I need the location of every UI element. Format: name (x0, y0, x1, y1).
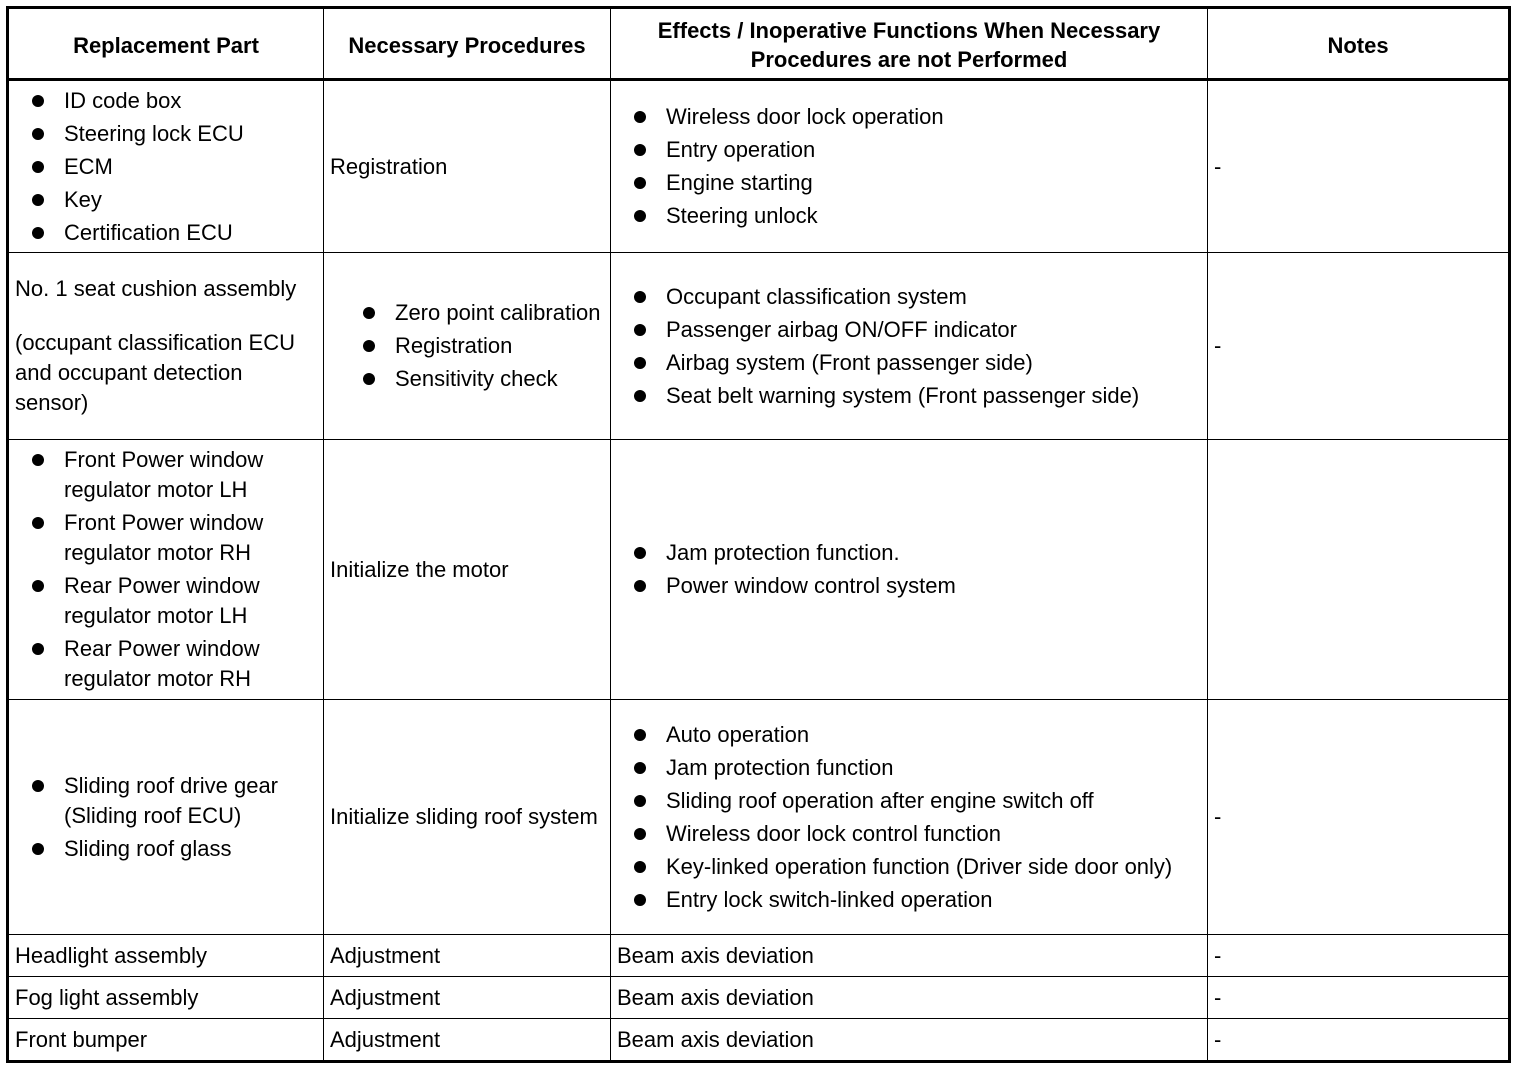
list-item: Sliding roof drive gear (Sliding roof ECU) (15, 771, 317, 831)
notes-cell: - (1208, 977, 1510, 1019)
list-item: Passenger airbag ON/OFF indicator (617, 315, 1201, 345)
part-cell (8, 440, 324, 700)
effects-list (617, 282, 1201, 411)
notes-cell: - (1208, 700, 1510, 935)
table-row (8, 253, 1510, 440)
effects-cell: Beam axis deviation (611, 977, 1208, 1019)
procedure-cell: Initialize the motor (324, 440, 611, 700)
part-list (15, 771, 317, 864)
list-item: Front Power window regulator motor RH (15, 508, 317, 568)
effects-list (617, 720, 1201, 915)
list-item: Wireless door lock control function (617, 819, 1201, 849)
list-item: Power window control system (617, 571, 1201, 601)
part-title: No. 1 seat cushion assembly (15, 276, 297, 301)
list-item: Wireless door lock operation (617, 102, 1201, 132)
replacement-procedures-table (6, 6, 1511, 1063)
list-item: Key-linked operation function (Driver side door only) (617, 852, 1201, 882)
list-item: Certification ECU (15, 218, 317, 248)
effects-cell: Beam axis deviation (611, 1019, 1208, 1062)
list-item: Sliding roof operation after engine switch off (617, 786, 1201, 816)
list-item: Sensitivity check (346, 364, 604, 394)
procedure-cell: Adjustment (324, 935, 611, 977)
effects-cell (611, 440, 1208, 700)
notes-cell: - (1208, 1019, 1510, 1062)
table-row (8, 1019, 1510, 1062)
notes-cell (1208, 440, 1510, 700)
header-row (8, 8, 1510, 80)
list-item: Steering unlock (617, 201, 1201, 231)
list-item: Jam protection function (617, 753, 1201, 783)
table-row (8, 935, 1510, 977)
list-item: Jam protection function. (617, 538, 1201, 568)
part-cell: Fog light assembly (8, 977, 324, 1019)
part-list (15, 445, 317, 694)
procedure-cell: Registration (324, 80, 611, 253)
list-item: Entry lock switch-linked operation (617, 885, 1201, 915)
effects-cell: Beam axis deviation (611, 935, 1208, 977)
table-row (8, 80, 1510, 253)
table-row (8, 700, 1510, 935)
list-item: Occupant classification system (617, 282, 1201, 312)
list-item: Zero point calibration (346, 298, 604, 328)
procedure-list (346, 298, 604, 394)
part-cell (8, 253, 324, 440)
list-item: Front Power window regulator motor LH (15, 445, 317, 505)
list-item: Entry operation (617, 135, 1201, 165)
part-cell: Front bumper (8, 1019, 324, 1062)
list-item: Steering lock ECU (15, 119, 317, 149)
effects-list (617, 102, 1201, 231)
part-cell (8, 700, 324, 935)
header-replacement-part: Replacement Part (8, 8, 324, 80)
effects-cell (611, 80, 1208, 253)
effects-list (617, 538, 1201, 601)
list-item: Auto operation (617, 720, 1201, 750)
list-item: ID code box (15, 86, 317, 116)
notes-cell: - (1208, 935, 1510, 977)
procedure-cell (324, 253, 611, 440)
part-cell: Headlight assembly (8, 935, 324, 977)
notes-cell: - (1208, 80, 1510, 253)
list-item: Sliding roof glass (15, 834, 317, 864)
effects-cell (611, 253, 1208, 440)
list-item: Registration (346, 331, 604, 361)
table-row (8, 977, 1510, 1019)
list-item: ECM (15, 152, 317, 182)
procedure-cell: Adjustment (324, 1019, 611, 1062)
header-necessary-procedures: Necessary Procedures (324, 8, 611, 80)
header-notes: Notes (1208, 8, 1510, 80)
procedure-cell: Initialize sliding roof system (324, 700, 611, 935)
part-cell (8, 80, 324, 253)
header-effects: Effects / Inoperative Functions When Necessary Procedures are not Performed (611, 8, 1208, 80)
part-subtitle: (occupant classification ECU and occupant detection sensor) (15, 330, 296, 415)
table-row (8, 440, 1510, 700)
list-item: Seat belt warning system (Front passenger side) (617, 381, 1201, 411)
effects-cell (611, 700, 1208, 935)
procedure-cell: Adjustment (324, 977, 611, 1019)
list-item: Rear Power window regulator motor LH (15, 571, 317, 631)
part-list (15, 86, 317, 248)
list-item: Rear Power window regulator motor RH (15, 634, 317, 694)
notes-cell: - (1208, 253, 1510, 440)
list-item: Airbag system (Front passenger side) (617, 348, 1201, 378)
list-item: Key (15, 185, 317, 215)
list-item: Engine starting (617, 168, 1201, 198)
